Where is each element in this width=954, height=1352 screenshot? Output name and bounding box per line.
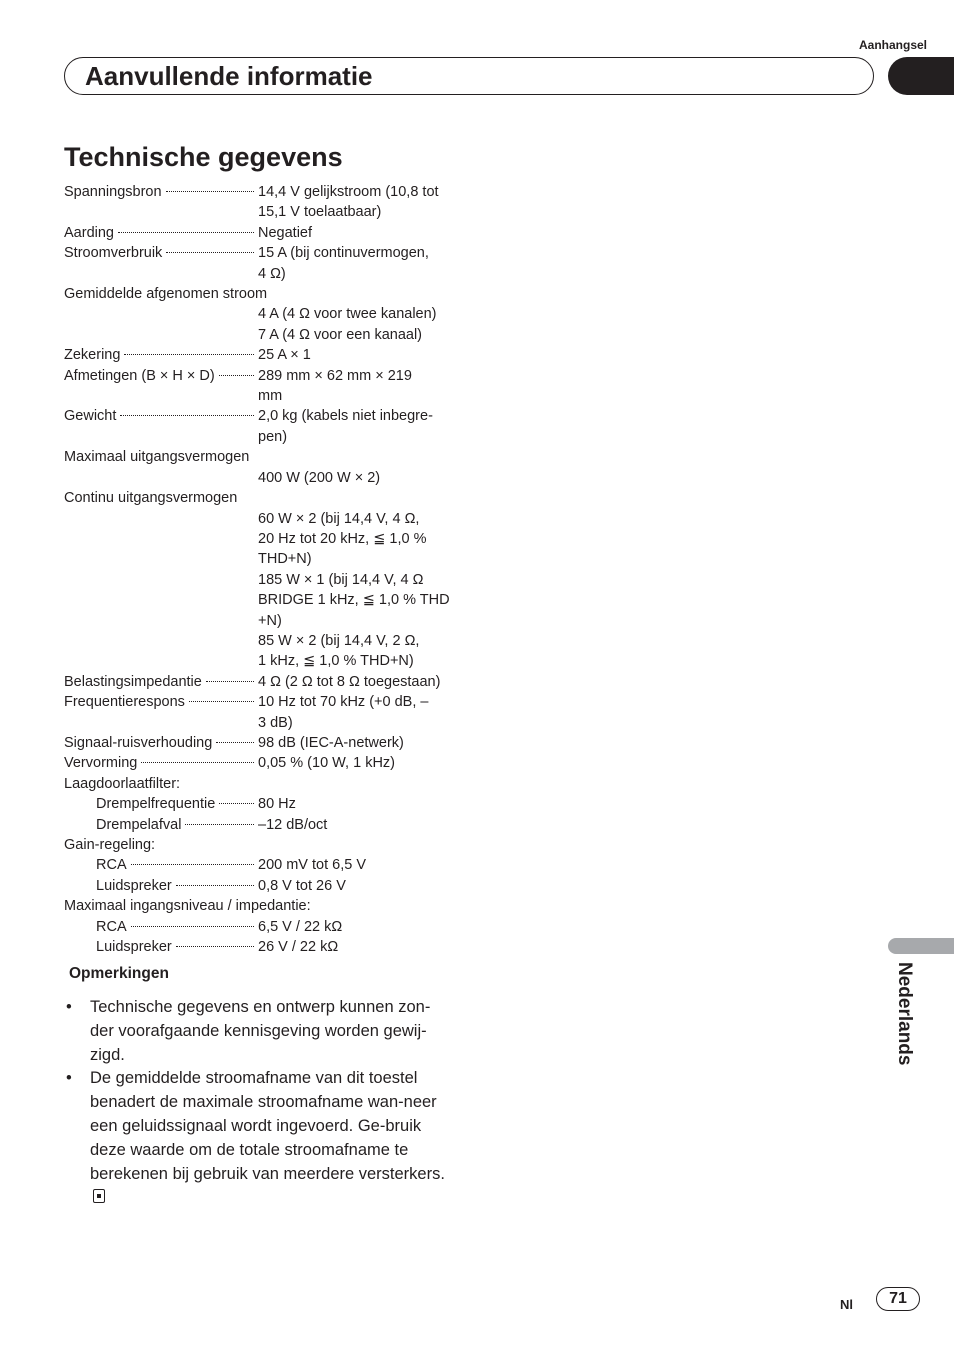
spec-label: Continu uitgangsvermogen — [64, 490, 238, 507]
spec-value: 26 V / 22 kΩ — [258, 939, 339, 956]
spec-heading-row — [64, 284, 464, 304]
spec-heading-row — [64, 447, 464, 467]
language-tab — [888, 938, 954, 954]
notes-heading: Opmerkingen — [69, 965, 169, 982]
spec-heading-row — [64, 774, 464, 794]
spec-label: Spanningsbron — [64, 184, 162, 200]
spec-row — [64, 406, 464, 447]
spec-value: 60 W × 2 (bij 14,4 V, 4 Ω, 20 Hz tot 20 kHz, ≦ 1,0 % THD+N) 185 W × 1 (bij 14,4 V, 4 Ω BRIDGE 1 kHz, ≦ 1,0 % THD +N) 85 W × 2 (bij 14,4 V, 2 Ω, 1 kHz, ≦ 1,0 % THD+N) — [258, 510, 450, 670]
spec-label: Gain-regeling: — [64, 837, 156, 853]
dot-leader — [216, 742, 254, 743]
spec-value: 0,05 % (10 W, 1 kHz) — [258, 755, 395, 772]
spec-value: 4 A (4 Ω voor twee kanalen) 7 A (4 Ω voor een kanaal) — [258, 306, 437, 343]
dot-leader — [166, 191, 254, 192]
page-number: 71 — [876, 1287, 920, 1311]
spec-label: Drempelfrequentie — [96, 796, 216, 813]
spec-heading-row — [64, 835, 464, 855]
spec-value: 289 mm × 62 mm × 219 mm — [258, 367, 412, 405]
spec-label: Luidspreker — [96, 939, 172, 956]
dot-leader — [176, 885, 254, 886]
spec-row — [64, 345, 464, 365]
spec-label: Belastingsimpedantie — [64, 673, 202, 690]
bullet-icon: • — [66, 998, 72, 1016]
dot-leader — [219, 803, 254, 804]
dot-leader — [141, 762, 254, 763]
dot-leader — [189, 701, 254, 702]
spec-value: 400 W (200 W × 2) — [258, 469, 381, 486]
spec-label: Frequentierespons — [64, 694, 185, 711]
spec-row — [64, 937, 464, 957]
spec-label: RCA — [96, 857, 127, 874]
spec-label: Aarding — [64, 224, 114, 241]
chapter-title: Aanvullende informatie — [85, 61, 373, 91]
spec-row — [64, 366, 464, 407]
spec-heading-row — [64, 896, 464, 916]
dot-leader — [118, 232, 254, 233]
spec-label: Maximaal ingangsniveau / impedantie: — [64, 898, 311, 915]
note-text: Technische gegevens en ontwerp kunnen zon-der voorafgaande kennisgeving worden gewij-zigd. — [90, 998, 431, 1064]
spec-row — [64, 509, 464, 672]
spec-value: 200 mV tot 6,5 V — [258, 857, 367, 874]
spec-value: 14,4 V gelijkstroom (10,8 tot 15,1 V toelaatbaar) — [258, 184, 439, 221]
language-code: Nl — [840, 1297, 853, 1312]
spec-row — [64, 794, 464, 814]
spec-label: Drempelafval — [96, 816, 182, 833]
dot-leader — [131, 926, 254, 927]
spec-label: Gewicht — [64, 408, 117, 425]
page-title: Technische gegevens — [64, 142, 343, 172]
spec-row — [64, 855, 464, 875]
spec-value: –12 dB/oct — [258, 816, 328, 833]
spec-row — [64, 876, 464, 896]
spec-label: Zekering — [64, 347, 121, 364]
spec-row — [64, 243, 464, 284]
end-mark-icon — [93, 1189, 105, 1203]
spec-row — [64, 917, 464, 937]
spec-label: Maximaal uitgangsvermogen — [64, 449, 250, 466]
spec-label: Stroomverbruik — [64, 245, 163, 262]
spec-list — [64, 182, 464, 957]
spec-value: 25 A × 1 — [258, 347, 311, 364]
spec-label: Vervorming — [64, 755, 138, 772]
section-label: Aanhangsel — [858, 38, 927, 52]
spec-row — [64, 733, 464, 753]
spec-heading-row — [64, 488, 464, 508]
spec-row — [64, 692, 464, 733]
notes-list — [64, 996, 454, 1210]
list-item — [64, 1067, 454, 1210]
dot-leader — [166, 252, 254, 253]
list-item — [64, 996, 454, 1067]
spec-row — [64, 815, 464, 835]
spec-value: 4 Ω (2 Ω tot 8 Ω toegestaan) — [258, 673, 441, 690]
spec-row — [64, 672, 464, 692]
dot-leader — [219, 375, 254, 376]
spec-value: 6,5 V / 22 kΩ — [258, 918, 343, 935]
spec-value: 98 dB (IEC-A-netwerk) — [258, 734, 404, 751]
spec-row — [64, 304, 464, 345]
dot-leader — [185, 824, 254, 825]
spec-value: 15 A (bij continuvermogen, 4 Ω) — [258, 245, 429, 282]
spec-row — [64, 753, 464, 773]
spec-label: Gemiddelde afgenomen stroom — [64, 286, 268, 303]
chapter-tab — [888, 57, 954, 95]
spec-label: RCA — [96, 918, 127, 935]
bullet-icon: • — [66, 1069, 72, 1088]
spec-value: 80 Hz — [258, 796, 296, 813]
spec-row — [64, 182, 464, 223]
dot-leader — [176, 946, 254, 947]
dot-leader — [120, 415, 254, 416]
dot-leader — [131, 864, 254, 865]
chapter-header — [64, 57, 874, 95]
spec-value: 2,0 kg (kabels niet inbegre- pen) — [258, 408, 433, 445]
spec-label: Afmetingen (B × H × D) — [64, 367, 215, 384]
spec-row — [64, 468, 464, 488]
spec-row — [64, 223, 464, 243]
note-text: De gemiddelde stroomafname van dit toestel benadert de maximale stroomafname wan-neer een geluidssignaal wordt ingevoerd. Ge-bruik deze waarde om de totale stroomafname te berekenen bij gebruik van meerdere versterkers. — [90, 1069, 445, 1183]
spec-value: 0,8 V tot 26 V — [258, 877, 346, 894]
spec-label: Luidspreker — [96, 877, 172, 894]
dot-leader — [124, 354, 254, 355]
spec-value: 10 Hz tot 70 kHz (+0 dB, – 3 dB) — [258, 694, 429, 731]
dot-leader — [206, 681, 254, 682]
spec-label: Signaal-ruisverhouding — [64, 734, 213, 751]
language-label: Nederlands — [894, 962, 915, 1066]
spec-value: Negatief — [258, 224, 313, 241]
spec-label: Laagdoorlaatfilter: — [64, 775, 181, 792]
